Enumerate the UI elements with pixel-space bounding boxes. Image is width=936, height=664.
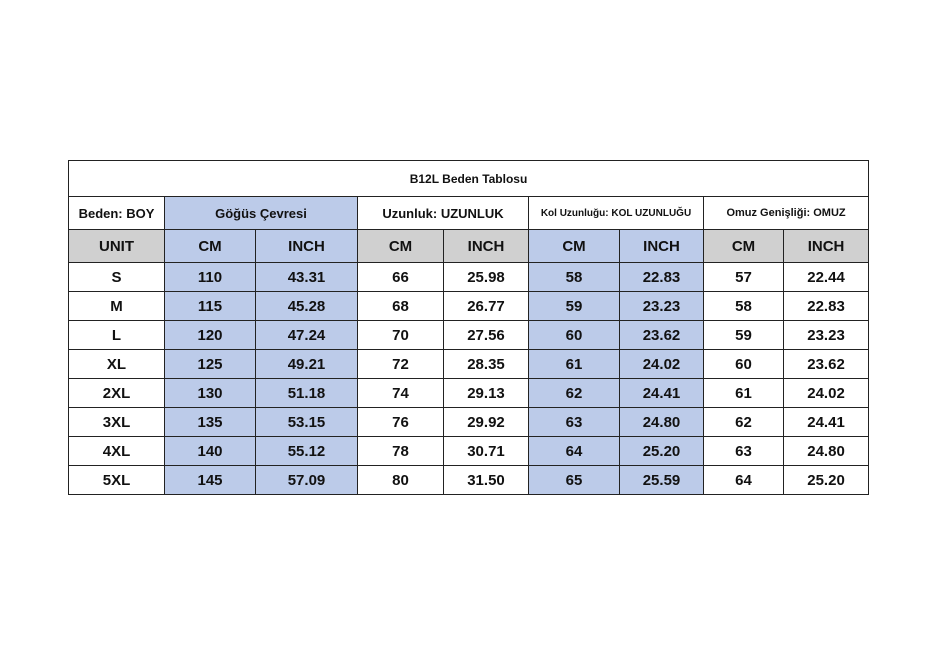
measurement-cell: 25.59 — [620, 466, 704, 495]
table-row — [69, 292, 869, 321]
size-chart-table — [68, 160, 869, 495]
measurement-cell: 26.77 — [444, 292, 529, 321]
measurement-cell: 68 — [358, 292, 444, 321]
group-omuz: Omuz Genişliği: OMUZ — [704, 197, 869, 230]
measurement-cell: 24.41 — [620, 379, 704, 408]
unit-header-cell: CM — [165, 230, 256, 263]
measurement-cell: 74 — [358, 379, 444, 408]
measurement-cell: 125 — [165, 350, 256, 379]
unit-header-cell: INCH — [256, 230, 358, 263]
measurement-cell: 22.83 — [620, 263, 704, 292]
measurement-cell: 64 — [529, 437, 620, 466]
measurement-cell: 25.98 — [444, 263, 529, 292]
measurement-cell: 62 — [704, 408, 784, 437]
measurement-cell: 140 — [165, 437, 256, 466]
measurement-cell: 60 — [704, 350, 784, 379]
group-uzunluk: Uzunluk: UZUNLUK — [358, 197, 529, 230]
measurement-cell: 29.13 — [444, 379, 529, 408]
measurement-cell: 76 — [358, 408, 444, 437]
unit-header-cell: INCH — [784, 230, 869, 263]
measurement-cell: 24.02 — [784, 379, 869, 408]
measurement-cell: 61 — [529, 350, 620, 379]
measurement-cell: 72 — [358, 350, 444, 379]
unit-header-cell: CM — [358, 230, 444, 263]
measurement-cell: 61 — [704, 379, 784, 408]
measurement-cell: 110 — [165, 263, 256, 292]
measurement-cell: 115 — [165, 292, 256, 321]
measurement-cell: 135 — [165, 408, 256, 437]
table-row — [69, 263, 869, 292]
measurement-cell: 31.50 — [444, 466, 529, 495]
measurement-cell: 60 — [529, 321, 620, 350]
measurement-cell: 80 — [358, 466, 444, 495]
measurement-cell: 63 — [529, 408, 620, 437]
unit-header-cell: UNIT — [69, 230, 165, 263]
measurement-cell: 65 — [529, 466, 620, 495]
size-label-cell: S — [69, 263, 165, 292]
size-label-cell: 4XL — [69, 437, 165, 466]
measurement-cell: 51.18 — [256, 379, 358, 408]
measurement-cell: 78 — [358, 437, 444, 466]
unit-header-row — [69, 230, 869, 263]
measurement-cell: 22.83 — [784, 292, 869, 321]
table-row — [69, 350, 869, 379]
unit-header-cell: CM — [704, 230, 784, 263]
measurement-cell: 57 — [704, 263, 784, 292]
group-beden: Beden: BOY — [69, 197, 165, 230]
measurement-cell: 64 — [704, 466, 784, 495]
size-rows — [69, 263, 869, 495]
size-label-cell: 5XL — [69, 466, 165, 495]
measurement-cell: 130 — [165, 379, 256, 408]
table-title: B12L Beden Tablosu — [69, 161, 869, 197]
measurement-cell: 23.62 — [784, 350, 869, 379]
group-gogus: Göğüs Çevresi — [165, 197, 358, 230]
size-label-cell: 3XL — [69, 408, 165, 437]
size-label-cell: M — [69, 292, 165, 321]
measurement-cell: 63 — [704, 437, 784, 466]
table-row — [69, 321, 869, 350]
measurement-cell: 25.20 — [620, 437, 704, 466]
measurement-cell: 22.44 — [784, 263, 869, 292]
measurement-cell: 28.35 — [444, 350, 529, 379]
measurement-cell: 145 — [165, 466, 256, 495]
unit-header-cell: INCH — [620, 230, 704, 263]
size-label-cell: XL — [69, 350, 165, 379]
measurement-cell: 47.24 — [256, 321, 358, 350]
measurement-cell: 24.02 — [620, 350, 704, 379]
measurement-cell: 49.21 — [256, 350, 358, 379]
measurement-cell: 58 — [704, 292, 784, 321]
measurement-cell: 62 — [529, 379, 620, 408]
measurement-cell: 29.92 — [444, 408, 529, 437]
size-label-cell: 2XL — [69, 379, 165, 408]
measurement-cell: 24.41 — [784, 408, 869, 437]
size-label-cell: L — [69, 321, 165, 350]
measurement-cell: 23.62 — [620, 321, 704, 350]
measurement-cell: 53.15 — [256, 408, 358, 437]
measurement-cell: 59 — [529, 292, 620, 321]
measurement-cell: 27.56 — [444, 321, 529, 350]
measurement-cell: 55.12 — [256, 437, 358, 466]
measurement-cell: 30.71 — [444, 437, 529, 466]
unit-header-cell: CM — [529, 230, 620, 263]
table-row — [69, 437, 869, 466]
measurement-cell: 24.80 — [784, 437, 869, 466]
measurement-cell: 23.23 — [784, 321, 869, 350]
measurement-cell: 57.09 — [256, 466, 358, 495]
measurement-cell: 58 — [529, 263, 620, 292]
measurement-cell: 66 — [358, 263, 444, 292]
unit-header-cell: INCH — [444, 230, 529, 263]
measurement-cell: 43.31 — [256, 263, 358, 292]
table-row — [69, 379, 869, 408]
group-kol: Kol Uzunluğu: KOL UZUNLUĞU — [529, 197, 704, 230]
measurement-cell: 24.80 — [620, 408, 704, 437]
measurement-cell: 59 — [704, 321, 784, 350]
measurement-cell: 23.23 — [620, 292, 704, 321]
measurement-cell: 70 — [358, 321, 444, 350]
measurement-cell: 25.20 — [784, 466, 869, 495]
table-row — [69, 408, 869, 437]
measurement-cell: 45.28 — [256, 292, 358, 321]
measurement-cell: 120 — [165, 321, 256, 350]
table-row — [69, 466, 869, 495]
